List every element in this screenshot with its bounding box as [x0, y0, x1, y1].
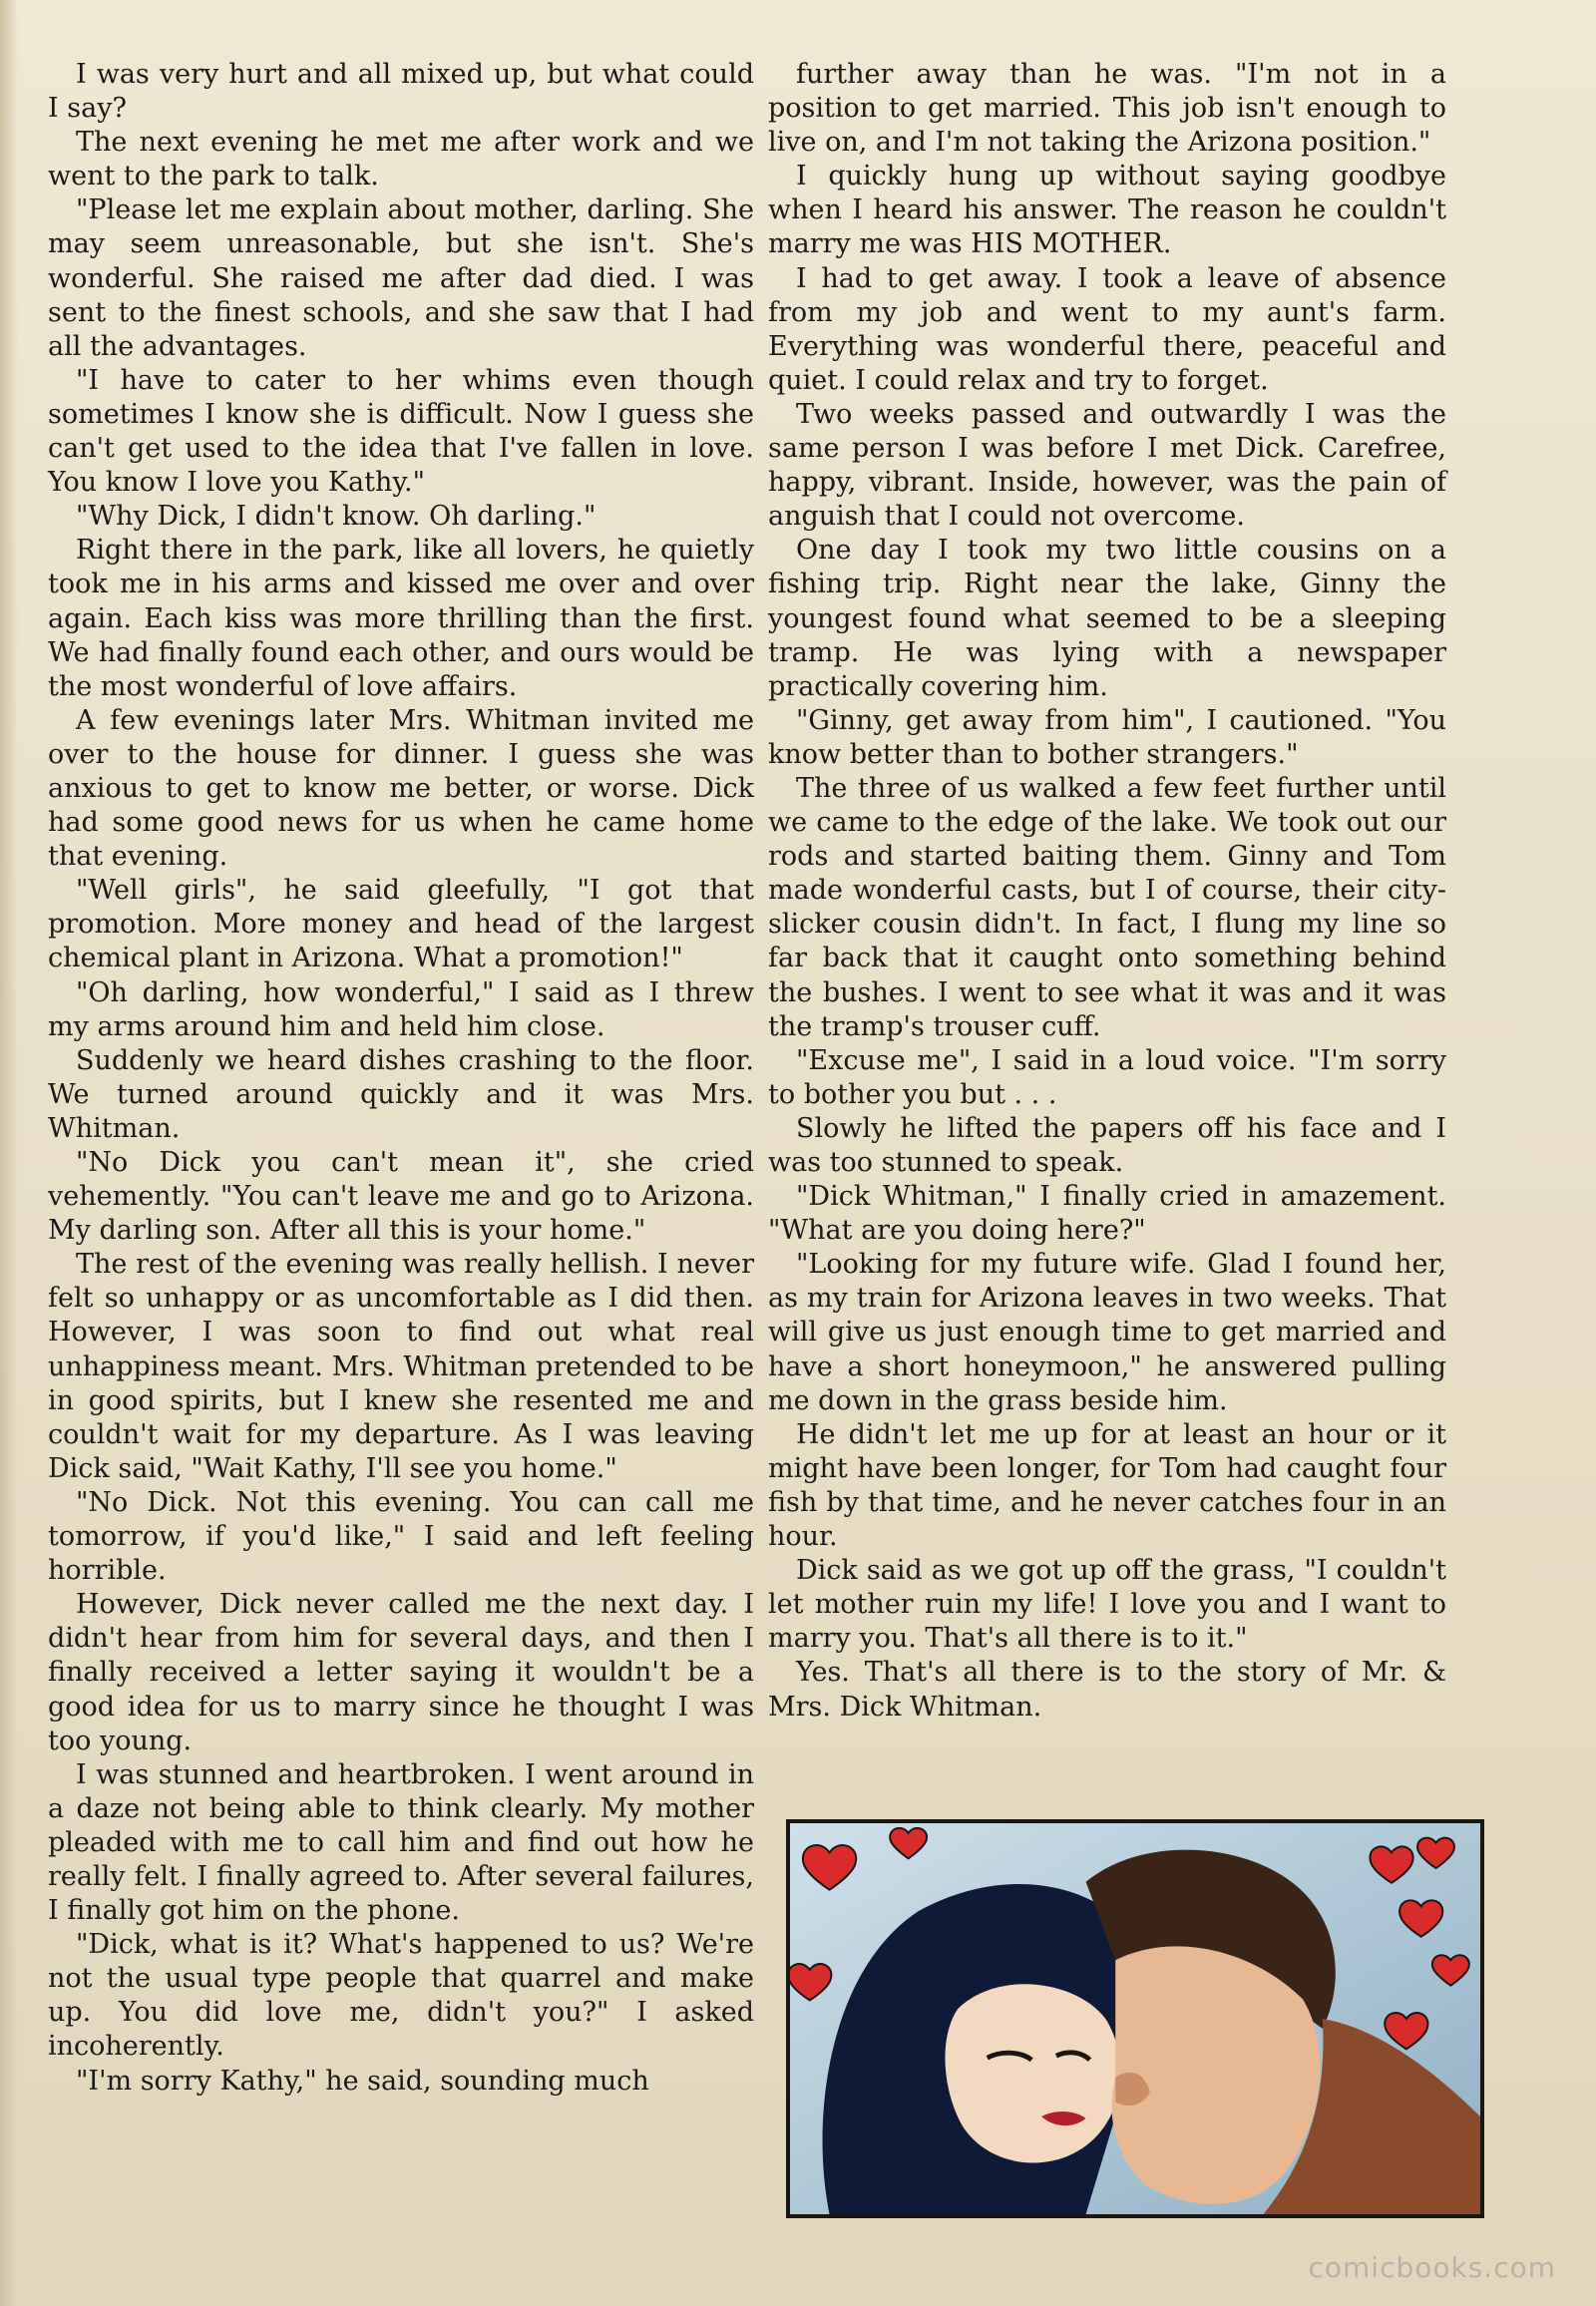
- comic-panel-kiss-illustration: [786, 1819, 1484, 2218]
- paragraph: "I'm sorry Kathy," he said, sounding much: [76, 2065, 649, 2097]
- paragraph: "Oh darling, how wonderful," I said as I threw my arms around him and held him close.: [48, 976, 754, 1042]
- paragraph: I was stunned and heartbroken. I went around in a daze not being able to think clearly. My mother pleaded with me to call him and find out how he really felt. I finally agreed to. After several failures, I finally got him on the phone.: [48, 1758, 754, 1927]
- paragraph: I was very hurt and all mixed up, but what could I say?: [48, 59, 754, 125]
- paragraph: I had to get away. I took a leave of absence from my job and went to my aunt's farm. Everything was wonderful there, peaceful and quiet. I could relax and try to forget.: [768, 262, 1446, 396]
- paragraph: "I have to cater to her whims even though sometimes I know she is difficult. Now I guess she can't get used to the idea that I've fallen in love. You know I love you Kathy.": [48, 364, 754, 499]
- paragraph: "Dick, what is it? What's happened to us? We're not the usual type people that quarrel and make up. You did love me, didn't you?" I asked incoherently.: [48, 1929, 754, 2063]
- paragraph: "No Dick you can't mean it", she cried vehemently. "You can't leave me and go to Arizona. My darling son. After all this is your home.": [48, 1147, 754, 1247]
- paragraph: Slowly he lifted the papers off his face and I was too stunned to speak.: [768, 1112, 1446, 1178]
- paragraph: further away than he was. "I'm not in a position to get married. This job isn't enough to live on, and I'm not taking the Arizona position.": [768, 59, 1446, 159]
- paragraph: I quickly hung up without saying goodbye when I heard his answer. The reason he couldn't marry me was HIS MOTHER.: [768, 161, 1446, 260]
- paragraph: "Please let me explain about mother, darling. She may seem unreasonable, but she isn't. She's wonderful. She raised me after dad died. I was sent to the finest schools, and she saw that I had all the advantages.: [48, 194, 754, 362]
- page-fold-shadow: [0, 0, 18, 2306]
- paragraph: He didn't let me up for at least an hour or it might have been longer, for Tom had caught four fish by that time, and he never catches four in an hour.: [768, 1418, 1446, 1553]
- paragraph: The three of us walked a few feet further until we came to the edge of the lake. We took out our rods and started baiting them. Ginny and Tom made wonderful casts, but I of course, their city-slicker cousin didn't. In fact, I flung my line so far back that it caught onto something behind the bushes. I went to see what it was and it was the tramp's trouser cuff.: [768, 772, 1446, 1042]
- paragraph: "Looking for my future wife. Glad I found her, as my train for Arizona leaves in two weeks. That will give us just enough time to get married and have a short honeymoon," he answered pulling me down in the grass beside him.: [768, 1249, 1446, 1416]
- paragraph: "Ginny, get away from him", I cautioned. "You know better than to bother strangers.": [768, 704, 1446, 770]
- paragraph: "Dick Whitman," I finally cried in amazement. "What are you doing here?": [768, 1181, 1446, 1247]
- paragraph: "No Dick. Not this evening. You can call me tomorrow, if you'd like," I said and left feeling horrible.: [48, 1486, 754, 1587]
- text-column-right: [768, 58, 1446, 1725]
- paragraph: "Excuse me", I said in a loud voice. "I'm sorry to bother you but . . .: [768, 1044, 1446, 1110]
- text-column-left: [48, 58, 754, 2099]
- paragraph: Two weeks passed and outwardly I was the same person I was before I met Dick. Carefree, happy, vibrant. Inside, however, was the pain of anguish that I could not overcome.: [768, 398, 1446, 533]
- paragraph: The next evening he met me after work and we went to the park to talk.: [48, 127, 754, 192]
- paragraph: Dick said as we got up off the grass, "I couldn't let mother ruin my life! I love you and I want to marry you. That's all there is to it.": [768, 1555, 1446, 1655]
- paragraph: "Why Dick, I didn't know. Oh darling.": [76, 501, 597, 533]
- watermark-text: comicbooks.com: [1308, 2251, 1556, 2284]
- paragraph: However, Dick never called me the next day. I didn't hear from him for several days, and then I finally received a letter saying it wouldn't be a good idea for us to marry since he thought I was too young.: [48, 1589, 754, 1756]
- paragraph: Yes. That's all there is to the story of Mr. & Mrs. Dick Whitman.: [768, 1657, 1446, 1723]
- kiss-illustration: [790, 1823, 1480, 2214]
- paragraph: Suddenly we heard dishes crashing to the floor. We turned around quickly and it was Mrs. Whitman.: [48, 1044, 754, 1144]
- paragraph: Right there in the park, like all lovers, he quietly took me in his arms and kissed me over and over again. Each kiss was more thrilling than the first. We had finally found each other, and ours would be the most wonderful of love affairs.: [48, 535, 754, 702]
- paragraph: "Well girls", he said gleefully, "I got that promotion. More money and head of the largest chemical plant in Arizona. What a promotion!": [48, 875, 754, 974]
- paragraph: One day I took my two little cousins on a fishing trip. Right near the lake, Ginny the youngest found what seemed to be a sleeping tramp. He was lying with a newspaper practically covering him.: [768, 535, 1446, 702]
- paragraph: The rest of the evening was really hellish. I never felt so unhappy or as uncomfortable as I did then. However, I was soon to find out what real unhappiness meant. Mrs. Whitman pretended to be in good spirits, but I knew she resented me and couldn't wait for my departure. As I was leaving Dick said, "Wait Kathy, I'll see you home.": [48, 1249, 754, 1484]
- paragraph: A few evenings later Mrs. Whitman invited me over to the house for dinner. I guess she was anxious to get to know me better, or worse. Dick had some good news for us when he came home that evening.: [48, 704, 754, 873]
